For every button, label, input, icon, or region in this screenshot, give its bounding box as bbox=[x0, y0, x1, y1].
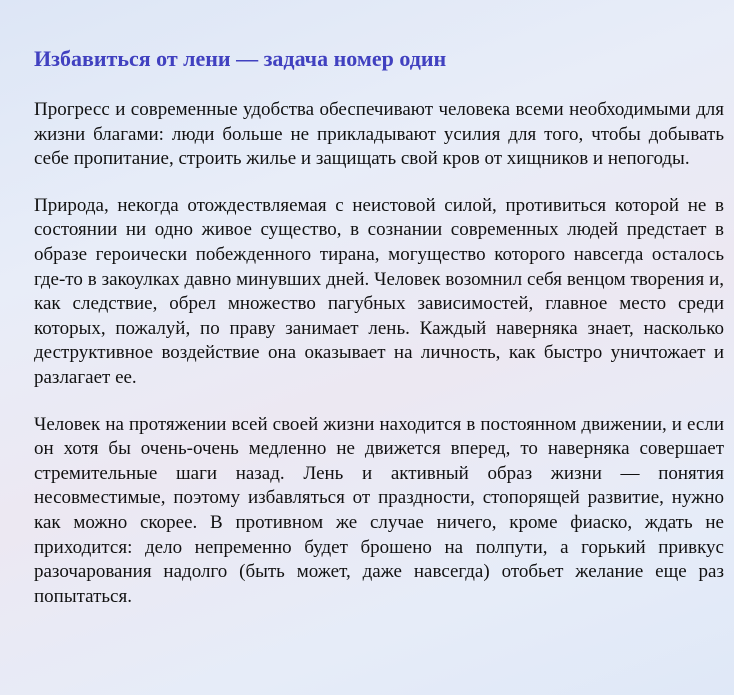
article bbox=[34, 44, 724, 631]
article-paragraph-1: Прогресс и современные удобства обеспечивают человека всеми необходимыми для жизни благами: люди больше не прикладывают усилия для того, чтобы добывать себе пропитание, строить жилье и защищать свой кров от хищников и непогоды. bbox=[34, 99, 724, 170]
article-title: Избавиться от лени — задача номер один bbox=[34, 46, 447, 71]
article-paragraph-2: Природа, некогда отождествляемая с неистовой силой, противиться которой не в состоянии ни одно живое существо, в сознании современных людей предстает в образе героически побежденного тирана, могущество которого навсегда осталось где-то в закоулках давно минувших дней. Человек возомнил себя венцом творения и, как следствие, обрел множество пагубных зависимостей, главное место среди которых, пожалуй, по праву занимает лень. Каждый наверняка знает, насколько деструктивное воздействие она оказывает на личность, как быстро уничтожает и разлагает ее. bbox=[34, 194, 724, 388]
article-paragraph-3: Человек на протяжении всей своей жизни находится в постоянном движении, и если он хотя бы очень-очень медленно не движется вперед, то наверняка совершает стремительные шаги назад. Лень и активный образ жизни — понятия несовместимые, поэтому избавляться от праздности, стопорящей развитие, нужно как можно скорее. В противном же случае ничего, кроме фиаско, ждать не приходится: дело непременно будет брошено на полпути, а горький привкус разочарования надолго (быть может, даже навсегда) отобьет желание еще раз попытаться. bbox=[34, 413, 724, 607]
